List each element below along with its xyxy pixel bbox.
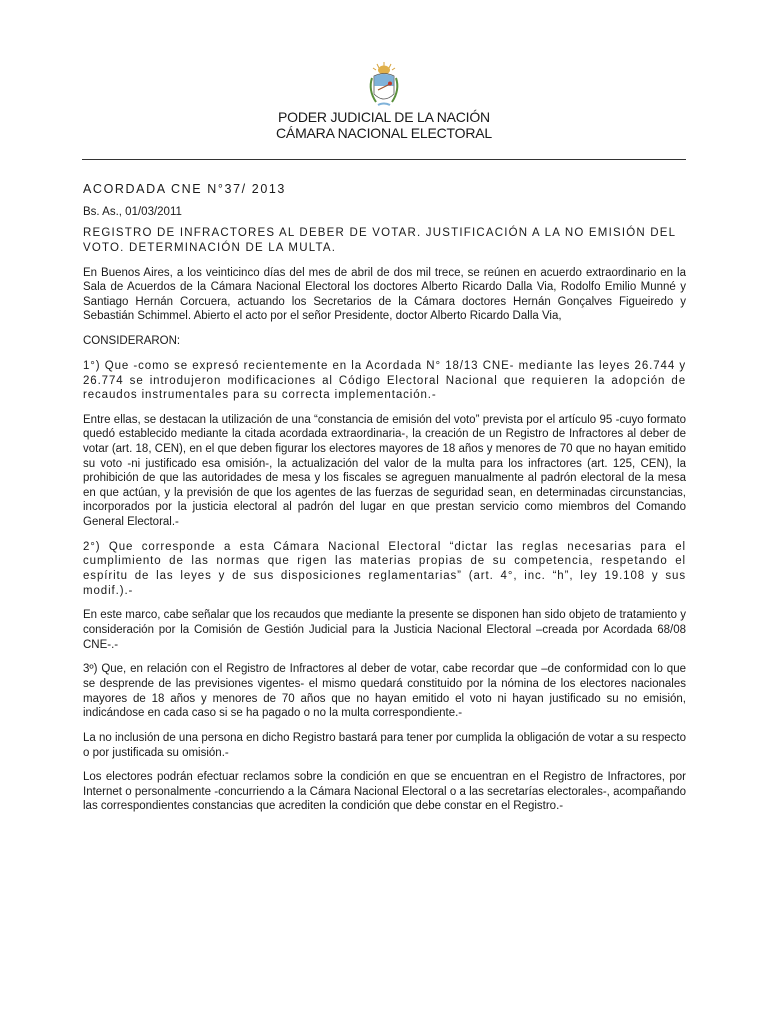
acordada-number: ACORDADA CNE N°37/ 2013	[83, 182, 286, 196]
paragraph-6: La no inclusión de una persona en dicho Registro bastará para tener por cumplida la obligación de votar a su respecto o por justificada su omisión.-	[83, 731, 686, 759]
document-date: Bs. As., 01/03/2011	[83, 205, 182, 218]
paragraph-2: Entre ellas, se destacan la utilización de una “constancia de emisión del voto” prevista por el artículo 95 -cuyo formato quedó establecido mediante la citada acordada extraordinaria-, la creación de un Registro de Infractores al deber de votar (art. 18, CEN), en el que deben figurar los electores mayores de 18 años y menores de 70 que no hayan emitido su voto -ni justificado esa omisión-, la actualización del valor de la multa para los infractores (art. 125, CEN), la prohibición de que las autoridades de mesa y los fiscales se agreguen manualmente al padrón electoral de la mesa en que actúan, y la previsión de que los agentes de las fuerzas de seguridad sean, en determinadas circunstancias, incorporados por la justicia electoral al padrón del lugar en que prestan servicio como miembros del Comando General Electoral.-	[83, 413, 686, 529]
paragraph-opening: En Buenos Aires, a los veinticinco días del mes de abril de dos mil trece, se reúnen en acuerdo extraordinario en la Sala de Acuerdos de la Cámara Nacional Electoral los doctores Alberto Ricardo Dalla Via, Rodolfo Emilio Munné y Santiago Hernán Corcuera, actuando los Secretarios de la Cámara doctores Hernán Gonçalves Figueiredo y Sebastián Schimmel. Abierto el acto por el señor Presidente, doctor Alberto Ricardo Dalla Via,	[83, 266, 686, 323]
consideraron-heading: CONSIDERARON:	[83, 335, 181, 348]
header-divider	[82, 159, 686, 160]
document-subject: REGISTRO DE INFRACTORES AL DEBER DE VOTAR. JUSTIFICACIÓN A LA NO EMISIÓN DEL VOTO. DETERMINACIÓN DE LA MULTA.	[83, 227, 676, 254]
header-line-1: PODER JUDICIAL DE LA NACIÓN	[278, 109, 490, 125]
document-body	[83, 182, 686, 824]
paragraph-1: 1°) Que -como se expresó recientemente en la Acordada N° 18/13 CNE- mediante las leyes 26.744 y 26.774 se introdujeron modificaciones al Código Electoral Nacional que requieren la adopción de recaudos instrumentales para su correcta implementación.-	[83, 359, 686, 402]
paragraph-7: Los electores podrán efectuar reclamos sobre la condición en que se encuentran en el Registro de Infractores, por Internet o personalmente -concurriendo a la Cámara Nacional Electoral o a las secretarías electorales-, acompañando las correspondientes constancias que acrediten la condición que debe constar en el Registro.-	[83, 771, 686, 813]
coat-of-arms-icon	[366, 60, 402, 110]
paragraph-5: 3º) Que, en relación con el Registro de Infractores al deber de votar, cabe recordar que –de conformidad con lo que se desprende de las previsiones vigentes- el mismo quedará constituido por la nómina de los electores nacionales mayores de 18 años y menores de 70 años que no hayan emitido el voto ni hayan justificado su no emisión, indicándose en cada caso si se ha pagado o no la multa correspondiente.-	[83, 663, 686, 720]
paragraph-4: En este marco, cabe señalar que los recaudos que mediante la presente se disponen han sido objeto de tratamiento y consideración por la Comisión de Gestión Judicial para la Justicia Nacional Electoral –creada por Acordada 68/08 CNE-.-	[83, 609, 686, 651]
header-line-2: CÁMARA NACIONAL ELECTORAL	[276, 125, 492, 141]
paragraph-3: 2°) Que corresponde a esta Cámara Nacional Electoral “dictar las reglas necesarias para el cumplimiento de las normas que rigen las materias propias de su competencia, respetando el espíritu de las leyes y de sus disposiciones reglamentarias” (art. 4°, inc. “h”, ley 19.108 y sus modif.).-	[83, 540, 686, 597]
